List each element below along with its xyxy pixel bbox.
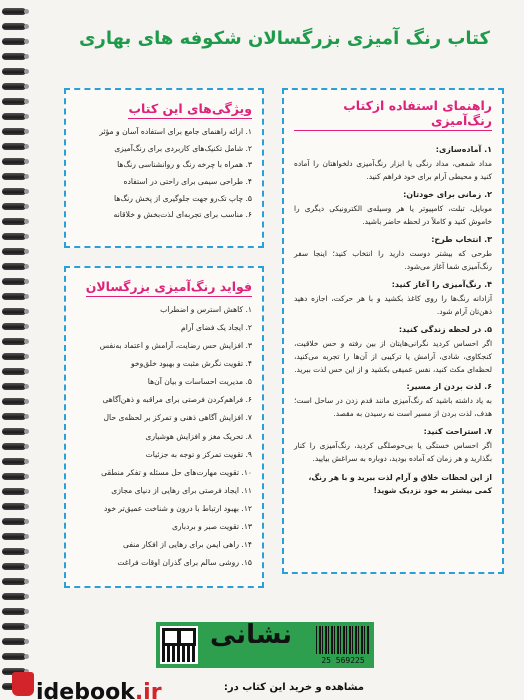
benefits-item: ۶. فراهم‌کردن فرصتی برای مراقبه و ذهن‌آگاهی	[102, 395, 252, 405]
spiral-coil	[2, 413, 26, 420]
spiral-coil	[2, 428, 26, 435]
binding-hole	[24, 84, 29, 89]
spiral-coil	[2, 128, 26, 135]
benefits-item: ۸. تحریک مغز و افزایش هوشیاری	[145, 431, 252, 441]
spiral-coil	[2, 23, 26, 30]
benefits-item: ۳. افزایش حس رضایت، آرامش و اعتماد به‌نفس	[99, 341, 252, 351]
guide-step-title: ۵. در لحظه زندگی کنید:	[398, 324, 492, 334]
features-box	[64, 88, 264, 248]
spiral-coil	[2, 563, 26, 570]
binding-hole	[24, 444, 29, 449]
spiral-coil	[2, 143, 26, 150]
benefits-item: ۱۳. تقویت صبر و بردباری	[171, 521, 252, 531]
benefits-item: ۷. افزایش آگاهی ذهنی و تمرکز بر لحظه‌ی حال	[103, 413, 252, 423]
barcode-number: 25 569225	[321, 656, 365, 665]
features-item: ۳. همراه با چرخه رنگ و روانشناسی رنگ‌ها	[117, 160, 252, 170]
guide-heading: راهنمای استفاده ازکتاب رنگ‌آمیزی	[294, 98, 492, 131]
binding-hole	[24, 564, 29, 569]
binding-hole	[24, 69, 29, 74]
binding-hole	[24, 279, 29, 284]
spiral-coil	[2, 368, 26, 375]
spiral-coil	[2, 608, 26, 615]
binding-hole	[24, 579, 29, 584]
spiral-binding	[0, 8, 30, 698]
guide-step-title: ۴. رنگ‌آمیزی را آغاز کنید:	[391, 279, 492, 289]
binding-hole	[24, 39, 29, 44]
spiral-coil	[2, 323, 26, 330]
spiral-coil	[2, 263, 26, 270]
spiral-coil	[2, 83, 26, 90]
benefits-item: ۱۲. بهبود ارتباط با درون و شناخت عمیق‌تر خود	[104, 503, 252, 513]
spiral-coil	[2, 158, 26, 165]
binding-hole	[24, 654, 29, 659]
spiral-coil	[2, 548, 26, 555]
binding-hole	[24, 549, 29, 554]
binding-hole	[24, 9, 29, 14]
spiral-coil	[2, 623, 26, 630]
guide-step-title: ۳. انتخاب طرح:	[431, 234, 492, 244]
guide-step-text: طرحی که بیشتر دوست دارید را انتخاب کنید؛ اینجا سفر رنگ‌آمیزی شما آغاز می‌شود.	[294, 248, 492, 271]
watermark-text: مشاهده و خرید این کتاب در:	[223, 682, 364, 693]
binding-hole	[24, 99, 29, 104]
spiral-coil	[2, 38, 26, 45]
spiral-coil	[2, 68, 26, 75]
spiral-coil	[2, 383, 26, 390]
spiral-coil	[2, 443, 26, 450]
watermark-site[interactable]	[12, 680, 162, 700]
qr-code-icon	[160, 626, 198, 664]
features-item: ۵. چاپ تک‌رو جهت جلوگیری از پخش رنگ‌ها	[114, 193, 252, 203]
benefits-item: ۱۴. راهی ایمن برای رهایی از افکار منفی	[123, 540, 252, 550]
binding-hole	[24, 174, 29, 179]
binding-hole	[24, 339, 29, 344]
binding-hole	[24, 504, 29, 509]
guide-step-title: ۲. زمانی برای خودتان:	[403, 189, 492, 199]
benefits-list	[76, 305, 252, 568]
watermark-site-name: idebook	[36, 680, 135, 700]
spiral-coil	[2, 293, 26, 300]
guide-step-text: به یاد داشته باشید که رنگ‌آمیزی مانند قدم زدن در ساحل است؛ هدف، لذت بردن از مسیر است نه رسیدن به مقصد.	[294, 396, 492, 419]
spiral-coil	[2, 278, 26, 285]
binding-hole	[24, 324, 29, 329]
binding-hole	[24, 249, 29, 254]
binding-hole	[24, 474, 29, 479]
spiral-coil	[2, 488, 26, 495]
spiral-coil	[2, 473, 26, 480]
spiral-coil	[2, 503, 26, 510]
benefits-item: ۱۰. تقویت مهارت‌های حل مسئله و تفکر منطقی	[101, 467, 252, 477]
binding-hole	[24, 234, 29, 239]
spiral-coil	[2, 218, 26, 225]
spiral-coil	[2, 398, 26, 405]
binding-hole	[24, 489, 29, 494]
features-item: ۶. مناسب برای تجربه‌ای لذت‌بخش و خلاقانه	[113, 210, 252, 220]
features-list	[76, 127, 252, 220]
binding-hole	[24, 159, 29, 164]
guide-outro: از این لحظات خلاق و آرام لذت ببرید و با هر رنگ، کمی بیشتر به خود نزدیک شوید!	[308, 473, 492, 496]
benefits-item: ۵. مدیریت احساسات و بیان آن‌ها	[147, 377, 252, 387]
binding-hole	[24, 624, 29, 629]
guide-step-text: موبایل، تبلت، کامپیوتر یا هر وسیله‌ی الکترونیکی دیگری را خاموش کنید و کاملاً در لحظه حاضر باشید.	[294, 203, 492, 226]
binding-hole	[24, 309, 29, 314]
binding-hole	[24, 414, 29, 419]
watermark-site-tld: .ir	[134, 680, 162, 700]
binding-hole	[24, 459, 29, 464]
binding-hole	[24, 54, 29, 59]
binding-hole	[24, 264, 29, 269]
benefits-item: ۹. تقویت تمرکز و توجه به جزئیات	[145, 449, 252, 459]
guide-step-text: اگر احساس خستگی یا بی‌حوصلگی کردید، رنگ‌آمیزی را کنار بگذارید و هر زمان که آماده بودید، دوباره به سراغش بیایید.	[294, 441, 492, 464]
spiral-coil	[2, 53, 26, 60]
spiral-coil	[2, 188, 26, 195]
book-title: کتاب رنگ آمیزی بزرگسالان شکوفه های بهاری	[79, 28, 490, 49]
guide-step-text: اگر احساس کردید نگرانی‌هایتان از بین رفته و حس خلاقیت، کنجکاوی، شادی، آرامش یا ترکیبی از آن‌ها را تجربه می‌کنید، لحظه‌ای مکث کنید، نفس عمیقی بکشید و از این حس لذت ببرید.	[294, 338, 492, 374]
benefits-box	[64, 266, 264, 588]
binding-hole	[24, 24, 29, 29]
features-item: ۴. طراحی سیمی برای راحتی در استفاده	[123, 177, 252, 187]
guide-step-text: آزادانه رنگ‌ها را روی کاغذ بکشید و با هر حرکت، اجازه دهید ذهن‌تان آرام شود.	[294, 293, 492, 316]
binding-hole	[24, 354, 29, 359]
guide-step-title: ۱. آماده‌سازی:	[435, 145, 492, 154]
binding-hole	[24, 129, 29, 134]
guide-step-text: مداد شمعی، مداد رنگی یا ابزار رنگ‌آمیزی دلخواهتان را آماده کنید و محیطی آرام برای خود فراهم کنید.	[294, 159, 492, 181]
binding-hole	[24, 429, 29, 434]
benefits-item: ۱. کاهش استرس و اضطراب	[160, 305, 252, 314]
binding-hole	[24, 219, 29, 224]
spiral-coil	[2, 173, 26, 180]
features-item: ۲. شامل تکنیک‌های کاربردی برای رنگ‌آمیزی	[114, 143, 252, 153]
binding-hole	[24, 594, 29, 599]
benefits-item: ۱۱. ایجاد فرصتی برای رهایی از دنیای مجازی	[111, 485, 252, 495]
spiral-coil	[2, 533, 26, 540]
guide-step-title: ۶. لذت بردن از مسیر:	[406, 382, 492, 392]
spiral-coil	[2, 653, 26, 660]
binding-hole	[24, 204, 29, 209]
binding-hole	[24, 609, 29, 614]
spiral-coil	[2, 98, 26, 105]
features-item: ۱. ارائه راهنمای جامع برای استفاده آسان و مؤثر	[99, 127, 252, 136]
spiral-coil	[2, 458, 26, 465]
spiral-coil	[2, 8, 26, 15]
binding-hole	[24, 369, 29, 374]
spiral-coil	[2, 353, 26, 360]
spiral-coil	[2, 308, 26, 315]
binding-hole	[24, 399, 29, 404]
binding-hole	[24, 534, 29, 539]
benefits-item: ۱۵. روشی سالم برای گذران اوقات فراغت	[117, 558, 252, 568]
spiral-coil	[2, 338, 26, 345]
guide-step-title: ۷. استراحت کنید:	[423, 427, 492, 437]
binding-hole	[24, 114, 29, 119]
benefits-item: ۲. ایجاد یک فضای آرام	[181, 323, 252, 333]
binding-hole	[24, 189, 29, 194]
spiral-coil	[2, 203, 26, 210]
binding-hole	[24, 294, 29, 299]
spiral-coil	[2, 233, 26, 240]
spiral-coil	[2, 638, 26, 645]
spiral-coil	[2, 593, 26, 600]
barcode-icon	[316, 626, 370, 654]
benefits-heading: فواید رنگ‌آمیزی بزرگسالان	[86, 279, 252, 297]
spiral-coil	[2, 113, 26, 120]
features-heading: ویژگی‌های این کتاب	[128, 101, 252, 119]
spiral-coil	[2, 578, 26, 585]
binding-hole	[24, 144, 29, 149]
publisher-logo: نشانی	[210, 620, 293, 650]
binding-hole	[24, 384, 29, 389]
guide-sections	[294, 145, 492, 466]
spiral-coil	[2, 248, 26, 255]
binding-hole	[24, 519, 29, 524]
spiral-coil	[2, 518, 26, 525]
benefits-item: ۴. تقویت نگرش مثبت و بهبود خلق‌وخو	[130, 359, 252, 369]
binding-hole	[24, 639, 29, 644]
coloring-guide-box	[282, 88, 504, 574]
